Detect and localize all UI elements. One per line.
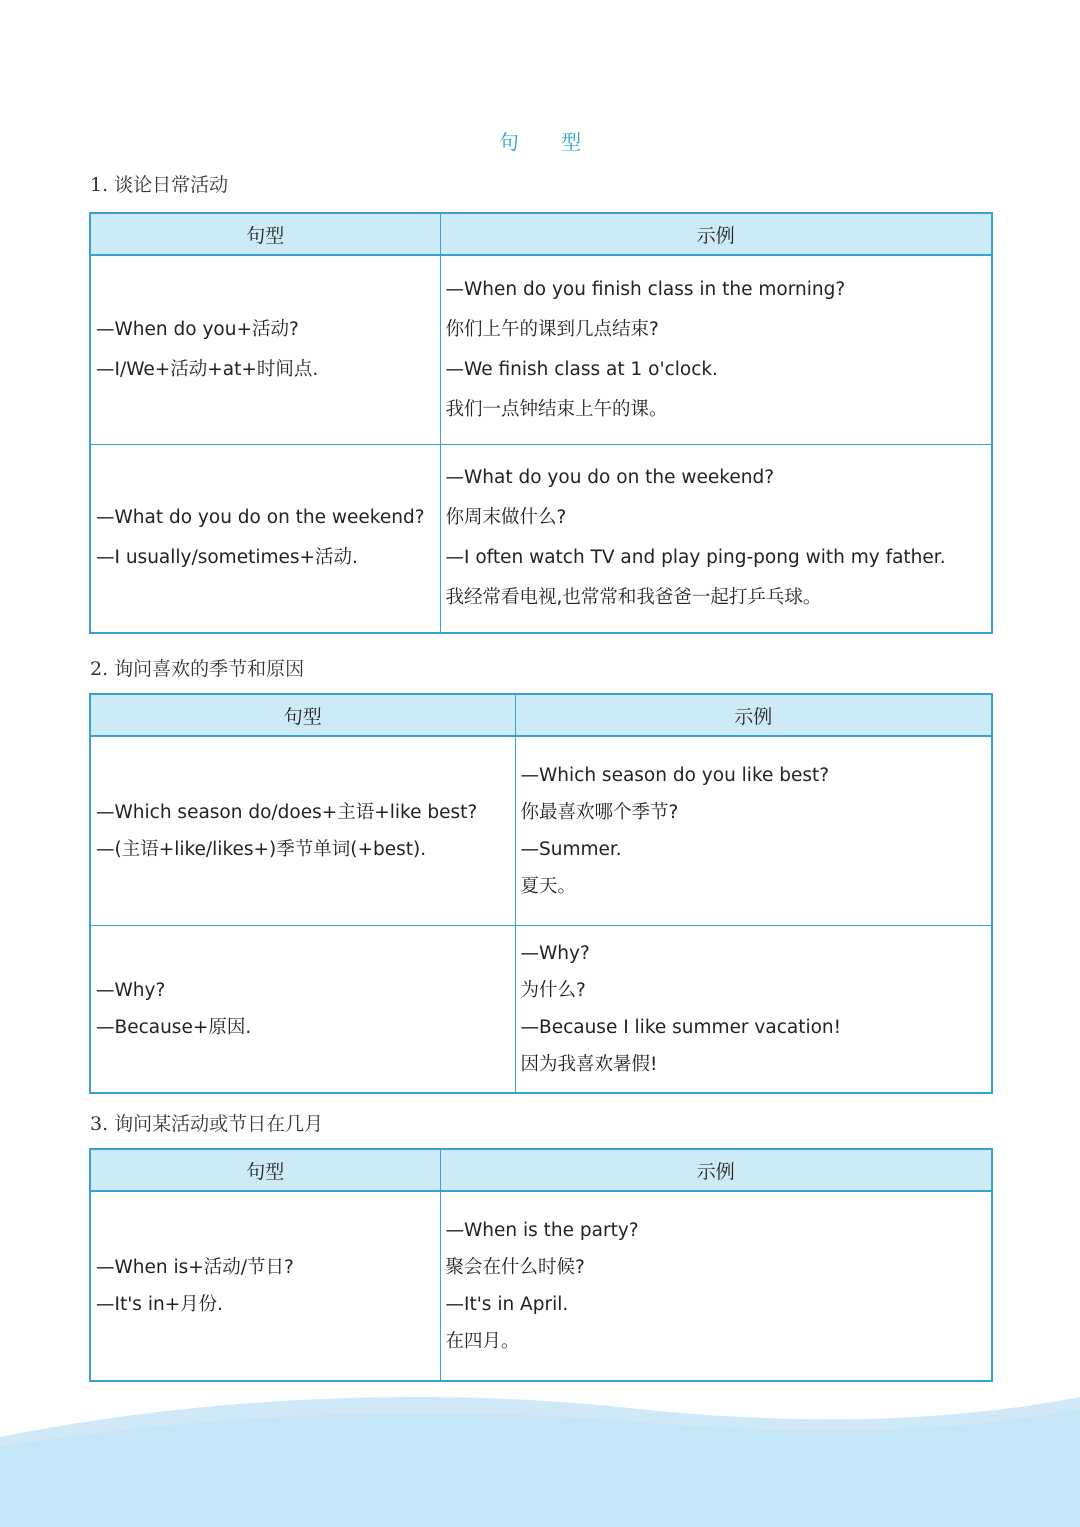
example-cell bbox=[440, 444, 992, 633]
pattern-line: —It's in+月份. bbox=[96, 1294, 224, 1315]
example-line: 为什么? bbox=[520, 979, 586, 1001]
example-line: 你最喜欢哪个季节? bbox=[520, 801, 679, 823]
page-title: 句 型 bbox=[498, 130, 600, 154]
pattern-cell bbox=[90, 255, 440, 444]
pattern-cell bbox=[90, 1191, 440, 1381]
pattern-line: —Because+原因. bbox=[96, 1016, 252, 1038]
pattern-cell bbox=[90, 444, 440, 633]
column-header-pattern: 句型 bbox=[90, 694, 515, 736]
pattern-line: —(主语+like/likes+)季节单词(+best). bbox=[96, 838, 427, 860]
pattern-line: —Which season do/does+主语+like best? bbox=[96, 801, 478, 823]
example-line: —We finish class at 1 o'clock. bbox=[445, 358, 718, 380]
example-line: —When do you finish class in the morning? bbox=[445, 278, 846, 300]
decorative-wave bbox=[0, 1387, 1080, 1527]
example-line: 我们一点钟结束上午的课。 bbox=[445, 398, 668, 420]
example-line: 聚会在什么时候? bbox=[445, 1257, 585, 1278]
example-line: 因为我喜欢暑假! bbox=[520, 1053, 658, 1075]
example-line: —What do you do on the weekend? bbox=[445, 467, 775, 489]
section-heading-2: 2. 询问喜欢的季节和原因 bbox=[90, 658, 305, 680]
example-line: —I often watch TV and play ping-pong with my father. bbox=[445, 547, 946, 569]
example-line: 你周末做什么? bbox=[445, 507, 567, 529]
example-line: 在四月。 bbox=[445, 1331, 520, 1352]
example-line: 你们上午的课到几点结束? bbox=[445, 318, 659, 340]
column-header-example: 示例 bbox=[515, 694, 992, 736]
table-row bbox=[90, 1191, 992, 1381]
pattern-cell bbox=[90, 736, 515, 925]
example-line: 夏天。 bbox=[520, 875, 577, 897]
example-line: —Which season do you like best? bbox=[520, 764, 830, 786]
example-line: 我经常看电视,也常常和我爸爸一起打乒乓球。 bbox=[445, 587, 822, 609]
pattern-line: —I usually/sometimes+活动. bbox=[96, 547, 358, 569]
example-line: —When is the party? bbox=[445, 1220, 639, 1241]
example-line: —Summer. bbox=[520, 838, 622, 860]
table-event-month bbox=[89, 1148, 993, 1382]
table-row bbox=[90, 444, 992, 633]
example-line: —It's in April. bbox=[445, 1294, 569, 1315]
column-header-example: 示例 bbox=[440, 1149, 992, 1191]
example-cell bbox=[515, 736, 992, 925]
table-daily-activities bbox=[89, 212, 993, 634]
example-line: —Because I like summer vacation! bbox=[520, 1016, 842, 1038]
column-header-example: 示例 bbox=[440, 213, 992, 255]
column-header-pattern: 句型 bbox=[90, 213, 440, 255]
pattern-line: —When do you+活动? bbox=[96, 318, 299, 340]
table-row bbox=[90, 736, 992, 925]
example-cell bbox=[440, 255, 992, 444]
section-heading-1: 1. 谈论日常活动 bbox=[90, 174, 229, 196]
pattern-line: —When is+活动/节日? bbox=[96, 1257, 294, 1278]
table-row bbox=[90, 255, 992, 444]
table-favorite-season bbox=[89, 693, 993, 1094]
column-header-pattern: 句型 bbox=[90, 1149, 440, 1191]
pattern-line: —I/We+活动+at+时间点. bbox=[96, 358, 319, 380]
pattern-line: —What do you do on the weekend? bbox=[96, 507, 425, 529]
section-heading-3: 3. 询问某活动或节日在几月 bbox=[90, 1113, 324, 1135]
table-row bbox=[90, 925, 992, 1093]
example-cell bbox=[515, 925, 992, 1093]
pattern-line: —Why? bbox=[96, 979, 166, 1001]
example-cell bbox=[440, 1191, 992, 1381]
example-line: —Why? bbox=[520, 942, 590, 964]
pattern-cell bbox=[90, 925, 515, 1093]
